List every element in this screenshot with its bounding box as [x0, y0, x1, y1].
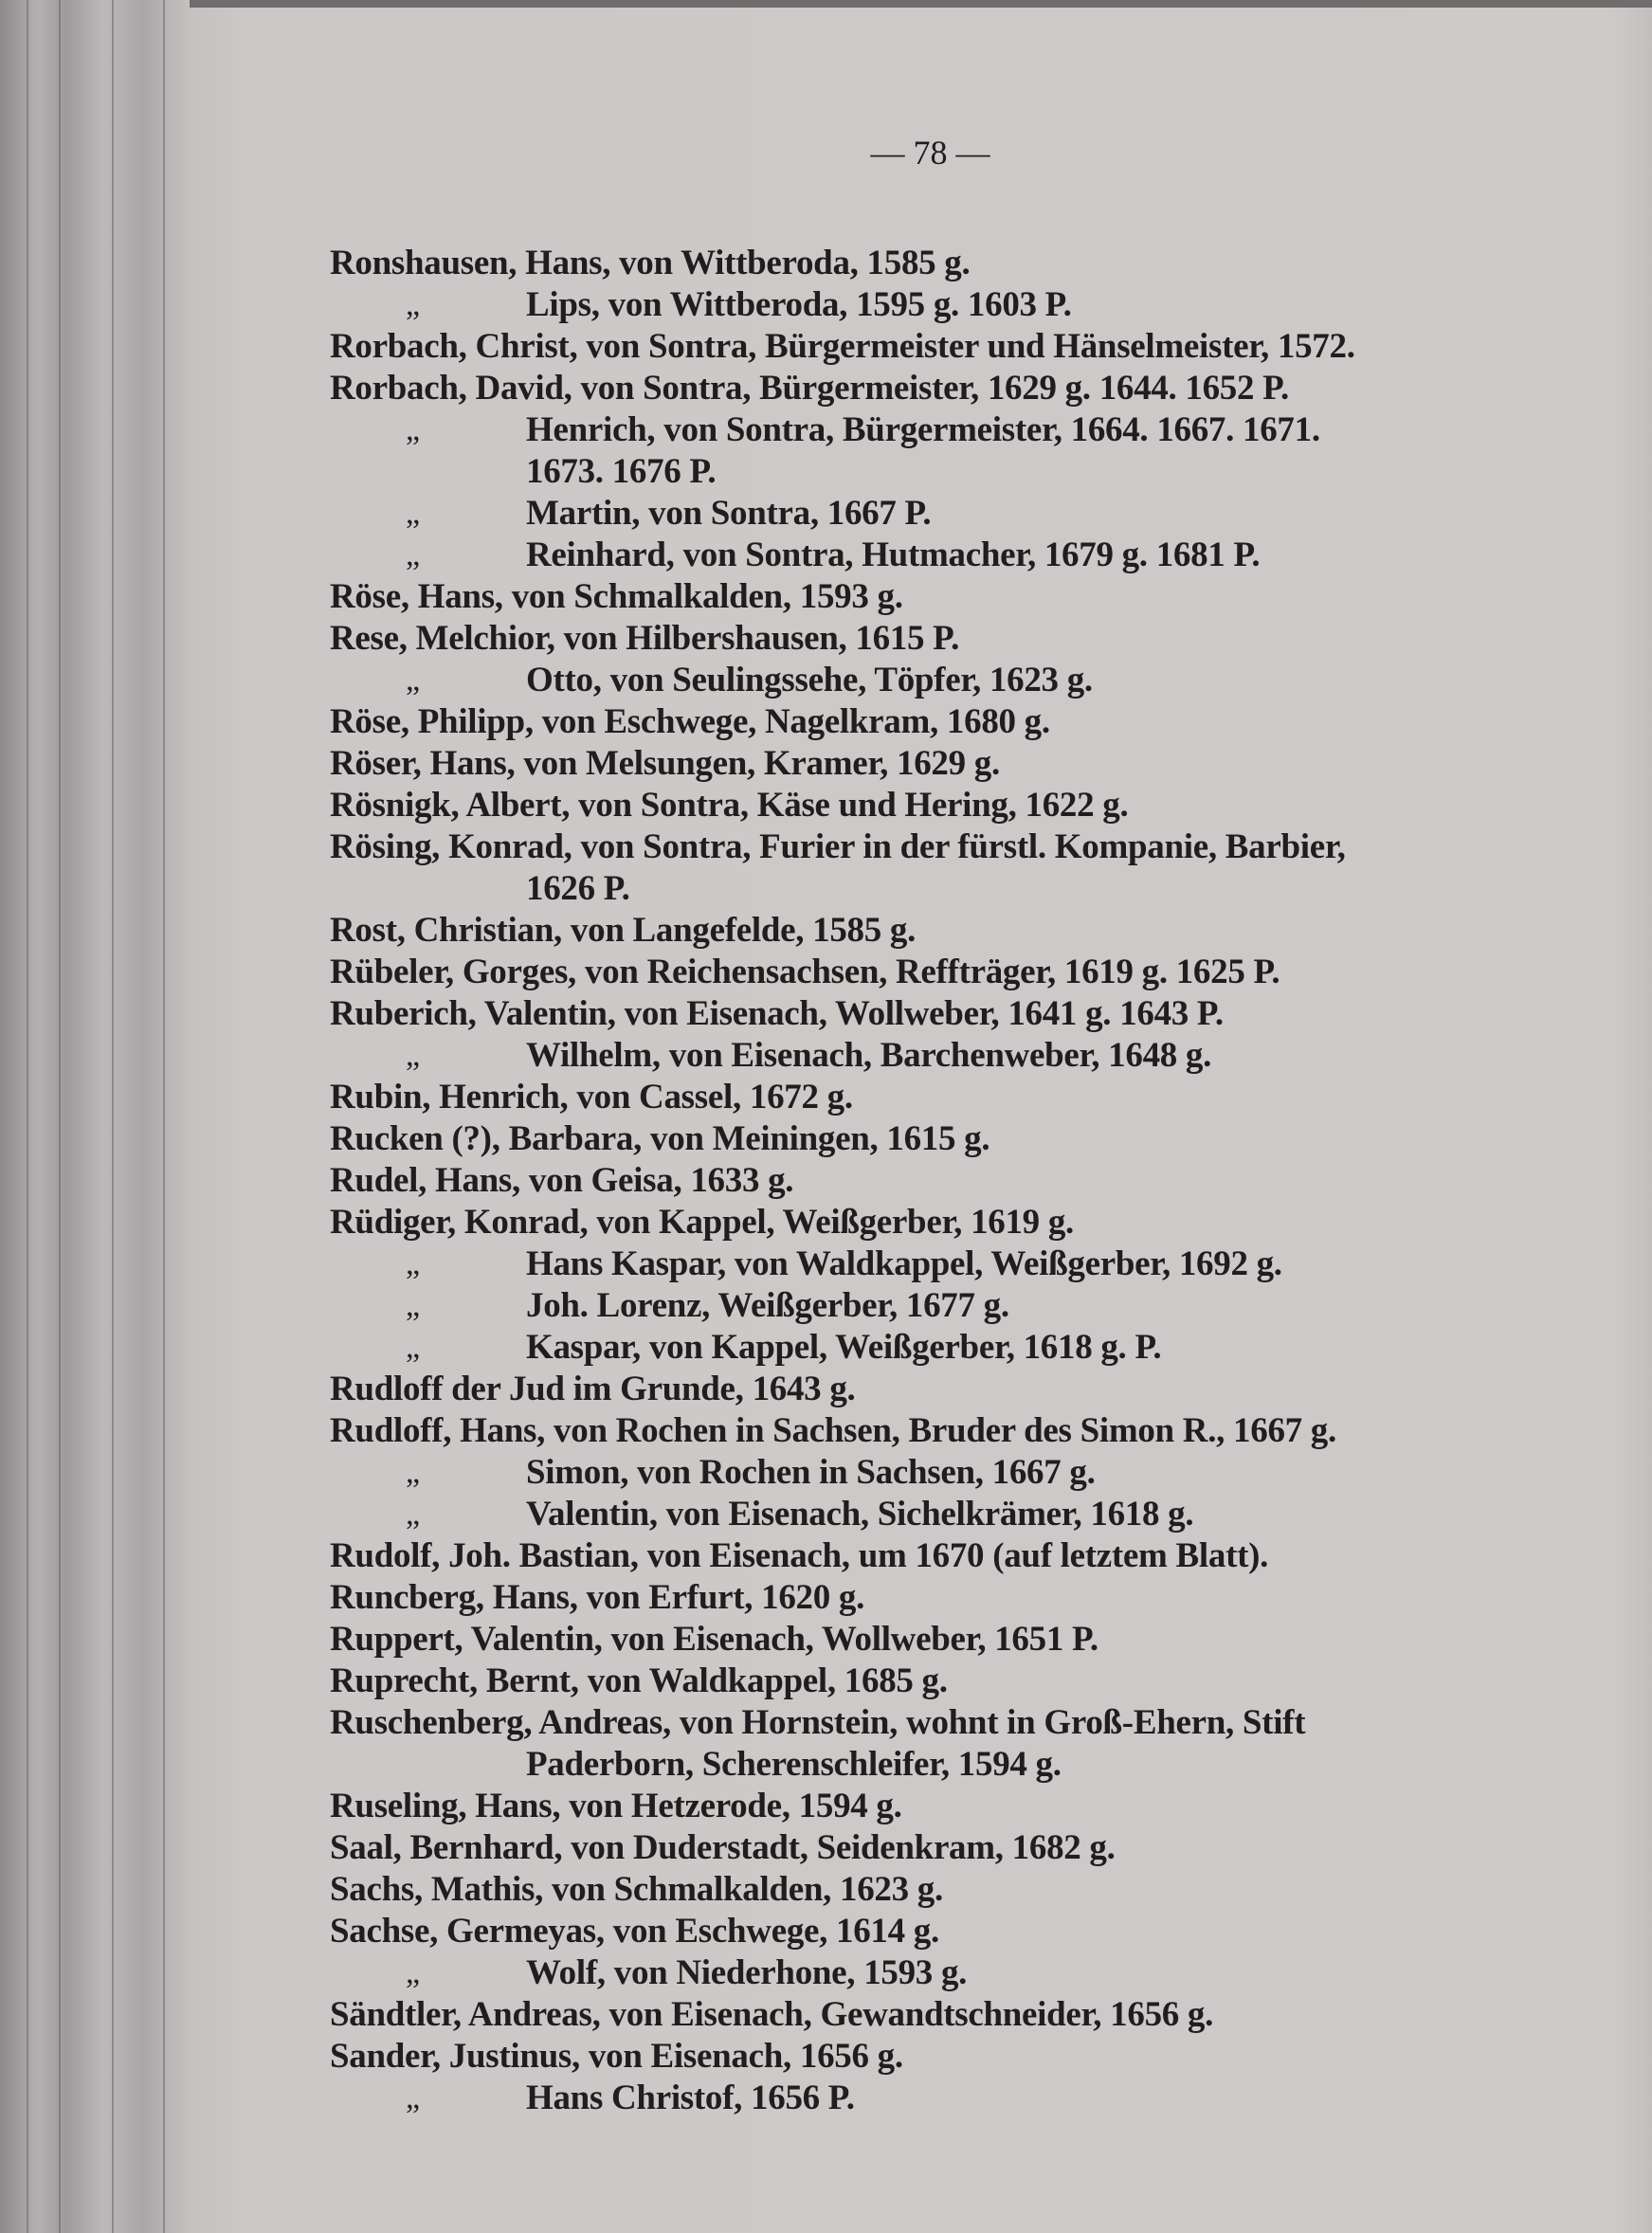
register-entry	[330, 1744, 1552, 1786]
register-entry	[330, 1327, 1552, 1369]
entry-text: Saal, Bernhard, von Duderstadt, Seidenkram, 1682 g.	[330, 1828, 1116, 1867]
entry-text: Röse, Philipp, von Eschwege, Nagelkram, 1680 g.	[330, 702, 1050, 741]
entry-text: 1626 P.	[526, 869, 630, 908]
register-entry	[330, 284, 1552, 326]
ditto-mark: „	[406, 2080, 420, 2115]
register-entry	[330, 1369, 1552, 1410]
entry-text: Rorbach, Christ, von Sontra, Bürgermeister und Hänselmeister, 1572.	[330, 327, 1355, 366]
ditto-mark: „	[406, 1455, 420, 1490]
register-entry	[330, 785, 1552, 826]
ditto-mark: „	[406, 412, 420, 447]
register-entry	[330, 451, 1552, 493]
register-entry	[330, 409, 1552, 451]
entry-text: Röse, Hans, von Schmalkalden, 1593 g.	[330, 577, 903, 616]
entry-text: Lips, von Wittberoda, 1595 g. 1603 P.	[526, 285, 1072, 324]
register-entry	[330, 1118, 1552, 1160]
register-entry	[330, 1494, 1552, 1535]
entry-text: Rost, Christian, von Langefelde, 1585 g.	[330, 911, 917, 950]
entry-text: Otto, von Seulingssehe, Töpfer, 1623 g.	[526, 661, 1093, 699]
register-entry	[330, 368, 1552, 409]
ditto-mark: „	[406, 496, 420, 531]
entry-text: Wilhelm, von Eisenach, Barchenweber, 1648 g.	[526, 1036, 1212, 1075]
register-entry	[330, 1160, 1552, 1202]
entry-text: Wolf, von Niederhone, 1593 g.	[526, 1953, 968, 1992]
entry-text: Hans Kaspar, von Waldkappel, Weißgerber, 1692 g.	[526, 1244, 1282, 1283]
register-entry	[330, 326, 1552, 368]
register-entry	[330, 493, 1552, 535]
entry-text: Reinhard, von Sontra, Hutmacher, 1679 g. 1681 P.	[526, 536, 1261, 574]
entry-text: Simon, von Rochen in Sachsen, 1667 g.	[526, 1453, 1096, 1492]
entry-text: Rorbach, David, von Sontra, Bürgermeister, 1629 g. 1644. 1652 P.	[330, 369, 1289, 408]
entry-text: Rudolf, Joh. Bastian, von Eisenach, um 1670 (auf letztem Blatt).	[330, 1536, 1269, 1575]
entry-text: Paderborn, Scherenschleifer, 1594 g.	[526, 1745, 1062, 1784]
register-entry	[330, 243, 1552, 284]
page-number: — 78 —	[870, 134, 990, 172]
entry-text: Ruprecht, Bernt, von Waldkappel, 1685 g.	[330, 1661, 948, 1700]
register-entry	[330, 1577, 1552, 1619]
register-entries	[330, 243, 1552, 2119]
entry-text: Kaspar, von Kappel, Weißgerber, 1618 g. P.	[526, 1328, 1162, 1367]
ditto-mark: „	[406, 1955, 420, 1990]
page-stack-line	[112, 0, 114, 2233]
entry-text: Ruseling, Hans, von Hetzerode, 1594 g.	[330, 1787, 902, 1825]
register-entry	[330, 576, 1552, 618]
ditto-mark: „	[406, 1038, 420, 1073]
entry-text: 1673. 1676 P.	[526, 452, 717, 491]
entry-text: Rudel, Hans, von Geisa, 1633 g.	[330, 1161, 794, 1200]
entry-text: Rudloff, Hans, von Rochen in Sachsen, Bruder des Simon R., 1667 g.	[330, 1411, 1336, 1450]
register-entry	[330, 1202, 1552, 1244]
ditto-mark: „	[406, 1246, 420, 1281]
register-entry	[330, 743, 1552, 785]
entry-text: Rubin, Henrich, von Cassel, 1672 g.	[330, 1078, 853, 1116]
ditto-mark: „	[406, 663, 420, 698]
entry-text: Röser, Hans, von Melsungen, Kramer, 1629 g.	[330, 744, 1000, 783]
register-entry	[330, 660, 1552, 701]
register-entry	[330, 826, 1552, 868]
register-entry	[330, 993, 1552, 1035]
entry-text: Runcberg, Hans, von Erfurt, 1620 g.	[330, 1578, 865, 1617]
ditto-mark: „	[406, 287, 420, 322]
page-stack-line	[59, 0, 61, 2233]
register-entry	[330, 2078, 1552, 2119]
register-entry	[330, 1077, 1552, 1118]
entry-text: Rucken (?), Barbara, von Meiningen, 1615 g.	[330, 1119, 990, 1158]
register-entry	[330, 1285, 1552, 1327]
entry-text: Rüdiger, Konrad, von Kappel, Weißgerber, 1619 g.	[330, 1203, 1074, 1242]
register-entry	[330, 910, 1552, 952]
register-entry	[330, 1786, 1552, 1827]
register-entry	[330, 701, 1552, 743]
entry-text: Sändtler, Andreas, von Eisenach, Gewandtschneider, 1656 g.	[330, 1995, 1214, 2034]
entry-text: Rösnigk, Albert, von Sontra, Käse und Hering, 1622 g.	[330, 786, 1129, 825]
entry-text: Ruberich, Valentin, von Eisenach, Wollweber, 1641 g. 1643 P.	[330, 994, 1224, 1033]
register-entry	[330, 868, 1552, 910]
page-stack-line	[163, 0, 165, 2233]
register-entry	[330, 535, 1552, 576]
entry-text: Ruppert, Valentin, von Eisenach, Wollweber, 1651 P.	[330, 1620, 1098, 1659]
entry-text: Rese, Melchior, von Hilbershausen, 1615 P.	[330, 619, 960, 658]
register-entry	[330, 1994, 1552, 2036]
register-entry	[330, 1410, 1552, 1452]
entry-text: Sander, Justinus, von Eisenach, 1656 g.	[330, 2037, 903, 2076]
register-entry	[330, 1244, 1552, 1285]
entry-text: Hans Christof, 1656 P.	[526, 2079, 855, 2117]
register-entry	[330, 1035, 1552, 1077]
register-entry	[330, 1702, 1552, 1744]
ditto-mark: „	[406, 1330, 420, 1365]
register-entry	[330, 1535, 1552, 1577]
page-top-edge	[190, 0, 1652, 8]
ditto-mark: „	[406, 1497, 420, 1532]
entry-text: Martin, von Sontra, 1667 P.	[526, 494, 932, 533]
register-entry	[330, 1619, 1552, 1661]
entry-text: Rösing, Konrad, von Sontra, Furier in der fürstl. Kompanie, Barbier,	[330, 827, 1346, 866]
register-entry	[330, 2036, 1552, 2078]
entry-text: Henrich, von Sontra, Bürgermeister, 1664. 1667. 1671.	[526, 410, 1320, 449]
register-entry	[330, 1869, 1552, 1911]
register-entry	[330, 952, 1552, 993]
ditto-mark: „	[406, 537, 420, 572]
entry-text: Ronshausen, Hans, von Wittberoda, 1585 g.	[330, 244, 971, 282]
ditto-mark: „	[406, 1288, 420, 1323]
register-entry	[330, 1452, 1552, 1494]
entry-text: Sachs, Mathis, von Schmalkalden, 1623 g.	[330, 1870, 943, 1909]
entry-text: Ruschenberg, Andreas, von Hornstein, wohnt in Groß-Ehern, Stift	[330, 1703, 1306, 1742]
entry-text: Joh. Lorenz, Weißgerber, 1677 g.	[526, 1286, 1009, 1325]
register-entry	[330, 1827, 1552, 1869]
register-entry	[330, 1911, 1552, 1952]
register-entry	[330, 1952, 1552, 1994]
entry-text: Rübeler, Gorges, von Reichensachsen, Reffträger, 1619 g. 1625 P.	[330, 953, 1280, 991]
register-entry	[330, 1661, 1552, 1702]
page-stack-line	[27, 0, 28, 2233]
entry-text: Valentin, von Eisenach, Sichelkrämer, 1618 g.	[526, 1495, 1194, 1534]
entry-text: Rudloff der Jud im Grunde, 1643 g.	[330, 1370, 856, 1408]
entry-text: Sachse, Germeyas, von Eschwege, 1614 g.	[330, 1912, 939, 1951]
register-entry	[330, 618, 1552, 660]
